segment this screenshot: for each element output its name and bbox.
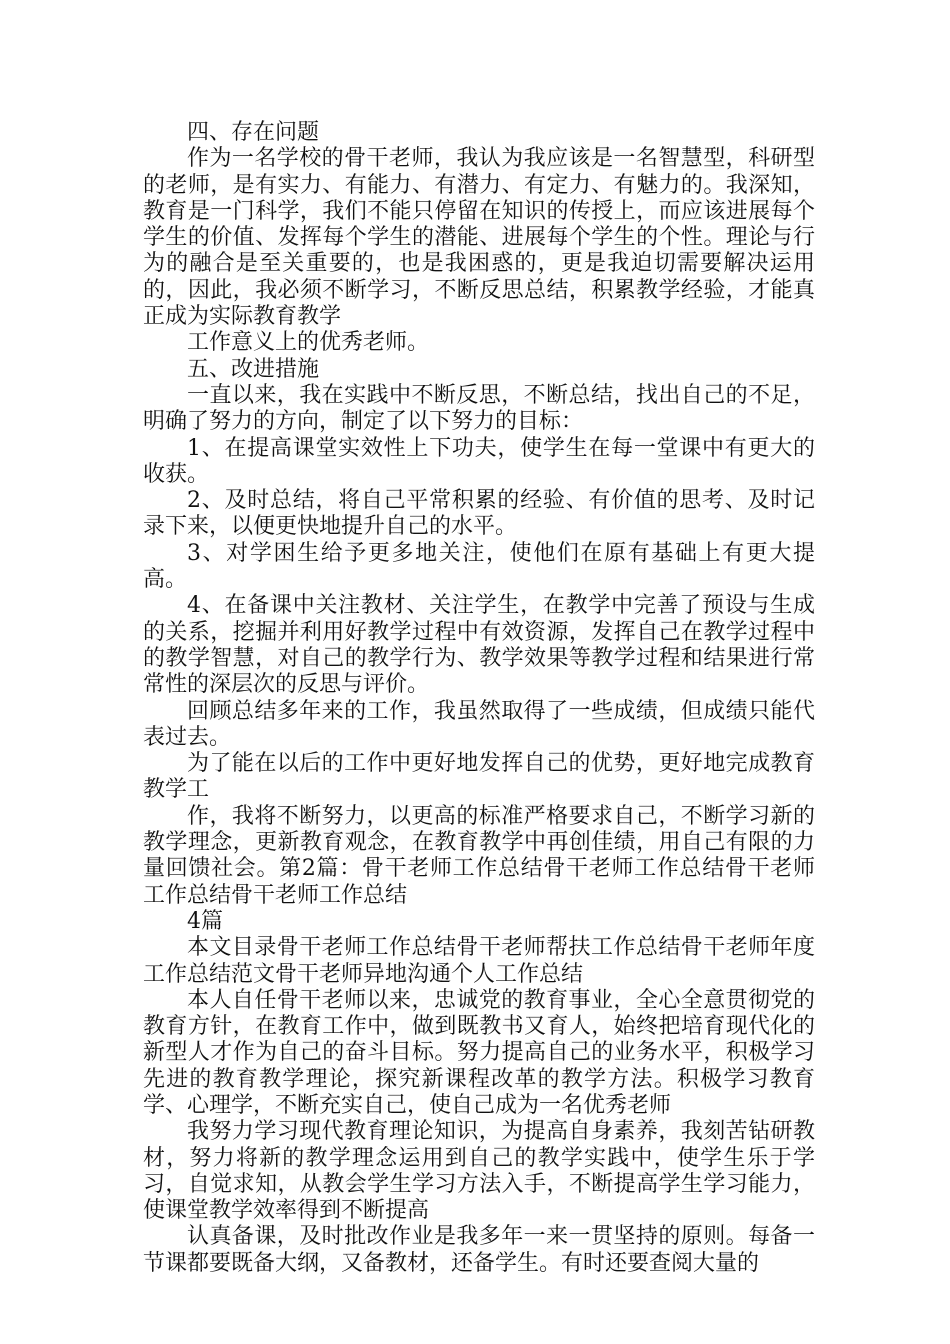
paragraph: 为了能在以后的工作中更好地发挥自己的优势，更好地完成教育教学工	[143, 751, 815, 803]
paragraph: 一直以来，我在实践中不断反思，不断总结，找出自己的不足，明确了努力的方向，制定了以下努力的目标：	[143, 382, 815, 435]
table-of-contents: 本文目录骨干老师工作总结骨干老师帮扶工作总结骨干老师年度工作总结范文骨干老师异地沟通个人工作总结	[143, 935, 815, 987]
paragraph: 回顾总结多年来的工作，我虽然取得了一些成绩，但成绩只能代表过去。	[143, 698, 815, 750]
paragraph: 认真备课，及时批改作业是我多年一来一贯坚持的原则。每备一节课都要既备大纲，又备教材，还备学生。有时还要查阅大量的	[143, 1224, 815, 1276]
paragraph: 4篇	[187, 908, 223, 934]
section-heading-problems: 四、存在问题	[187, 120, 320, 145]
paragraph: 工作意义上的优秀老师。	[187, 330, 430, 356]
document-page	[143, 120, 815, 1277]
list-item: 1、在提高课堂实效性上下功夫，使学生在每一堂课中有更大的收获。	[143, 435, 815, 487]
list-item: 3、对学困生给予更多地关注，使他们在原有基础上有更大提高。	[143, 540, 815, 593]
list-item: 2、及时总结，将自己平常积累的经验、有价值的思考、及时记录下来，以便更快地提升自己的水平。	[143, 488, 815, 540]
section-heading-improvements: 五、改进措施	[187, 356, 320, 382]
paragraph: 作为一名学校的骨干老师，我认为我应该是一名智慧型，科研型的老师，是有实力、有能力、有潜力、有定力、有魅力的。我深知，教育是一门科学，我们不能只停留在知识的传授上，而应该进展每个学生的价值、发挥每个学生的潜能、进展每个学生的个性。理论与行为的融合是至关重要的，也是我困惑的，更是我迫切需要解决运用的，因此，我必须不断学习，不断反思总结，积累教学经验，才能真正成为实际教育教学	[143, 146, 815, 330]
paragraph: 本人自任骨干老师以来，忠诚党的教育事业，全心全意贯彻党的教育方针，在教育工作中，做到既教书又育人，始终把培育现代化的新型人才作为自己的奋斗目标。努力提高自己的业务水平，积极学习先进的教育教学理论，探究新课程改革的教学方法。积极学习教育学、心理学，不断充实自己，使自己成为一名优秀老师	[143, 987, 815, 1118]
paragraph: 作，我将不断努力，以更高的标准严格要求自己，不断学习新的教学理念，更新教育观念，在教育教学中再创佳绩，用自己有限的力量回馈社会。第2篇：骨干老师工作总结骨干老师工作总结骨干老师工作总结骨干老师工作总结	[143, 803, 815, 908]
list-item: 4、在备课中关注教材、关注学生，在教学中完善了预设与生成的关系，挖掘并利用好教学过程中有效资源，发挥自己在教学过程中的教学智慧，对自己的教学行为、教学效果等教学过程和结果进行常常性的深层次的反思与评价。	[143, 593, 815, 698]
paragraph: 我努力学习现代教育理论知识，为提高自身素养，我刻苦钻研教材，努力将新的教学理念运用到自己的教学实践中，使学生乐于学习，自觉求知，从教会学生学习方法入手，不断提高学生学习能力，使课堂教学效率得到不断提高	[143, 1119, 815, 1224]
